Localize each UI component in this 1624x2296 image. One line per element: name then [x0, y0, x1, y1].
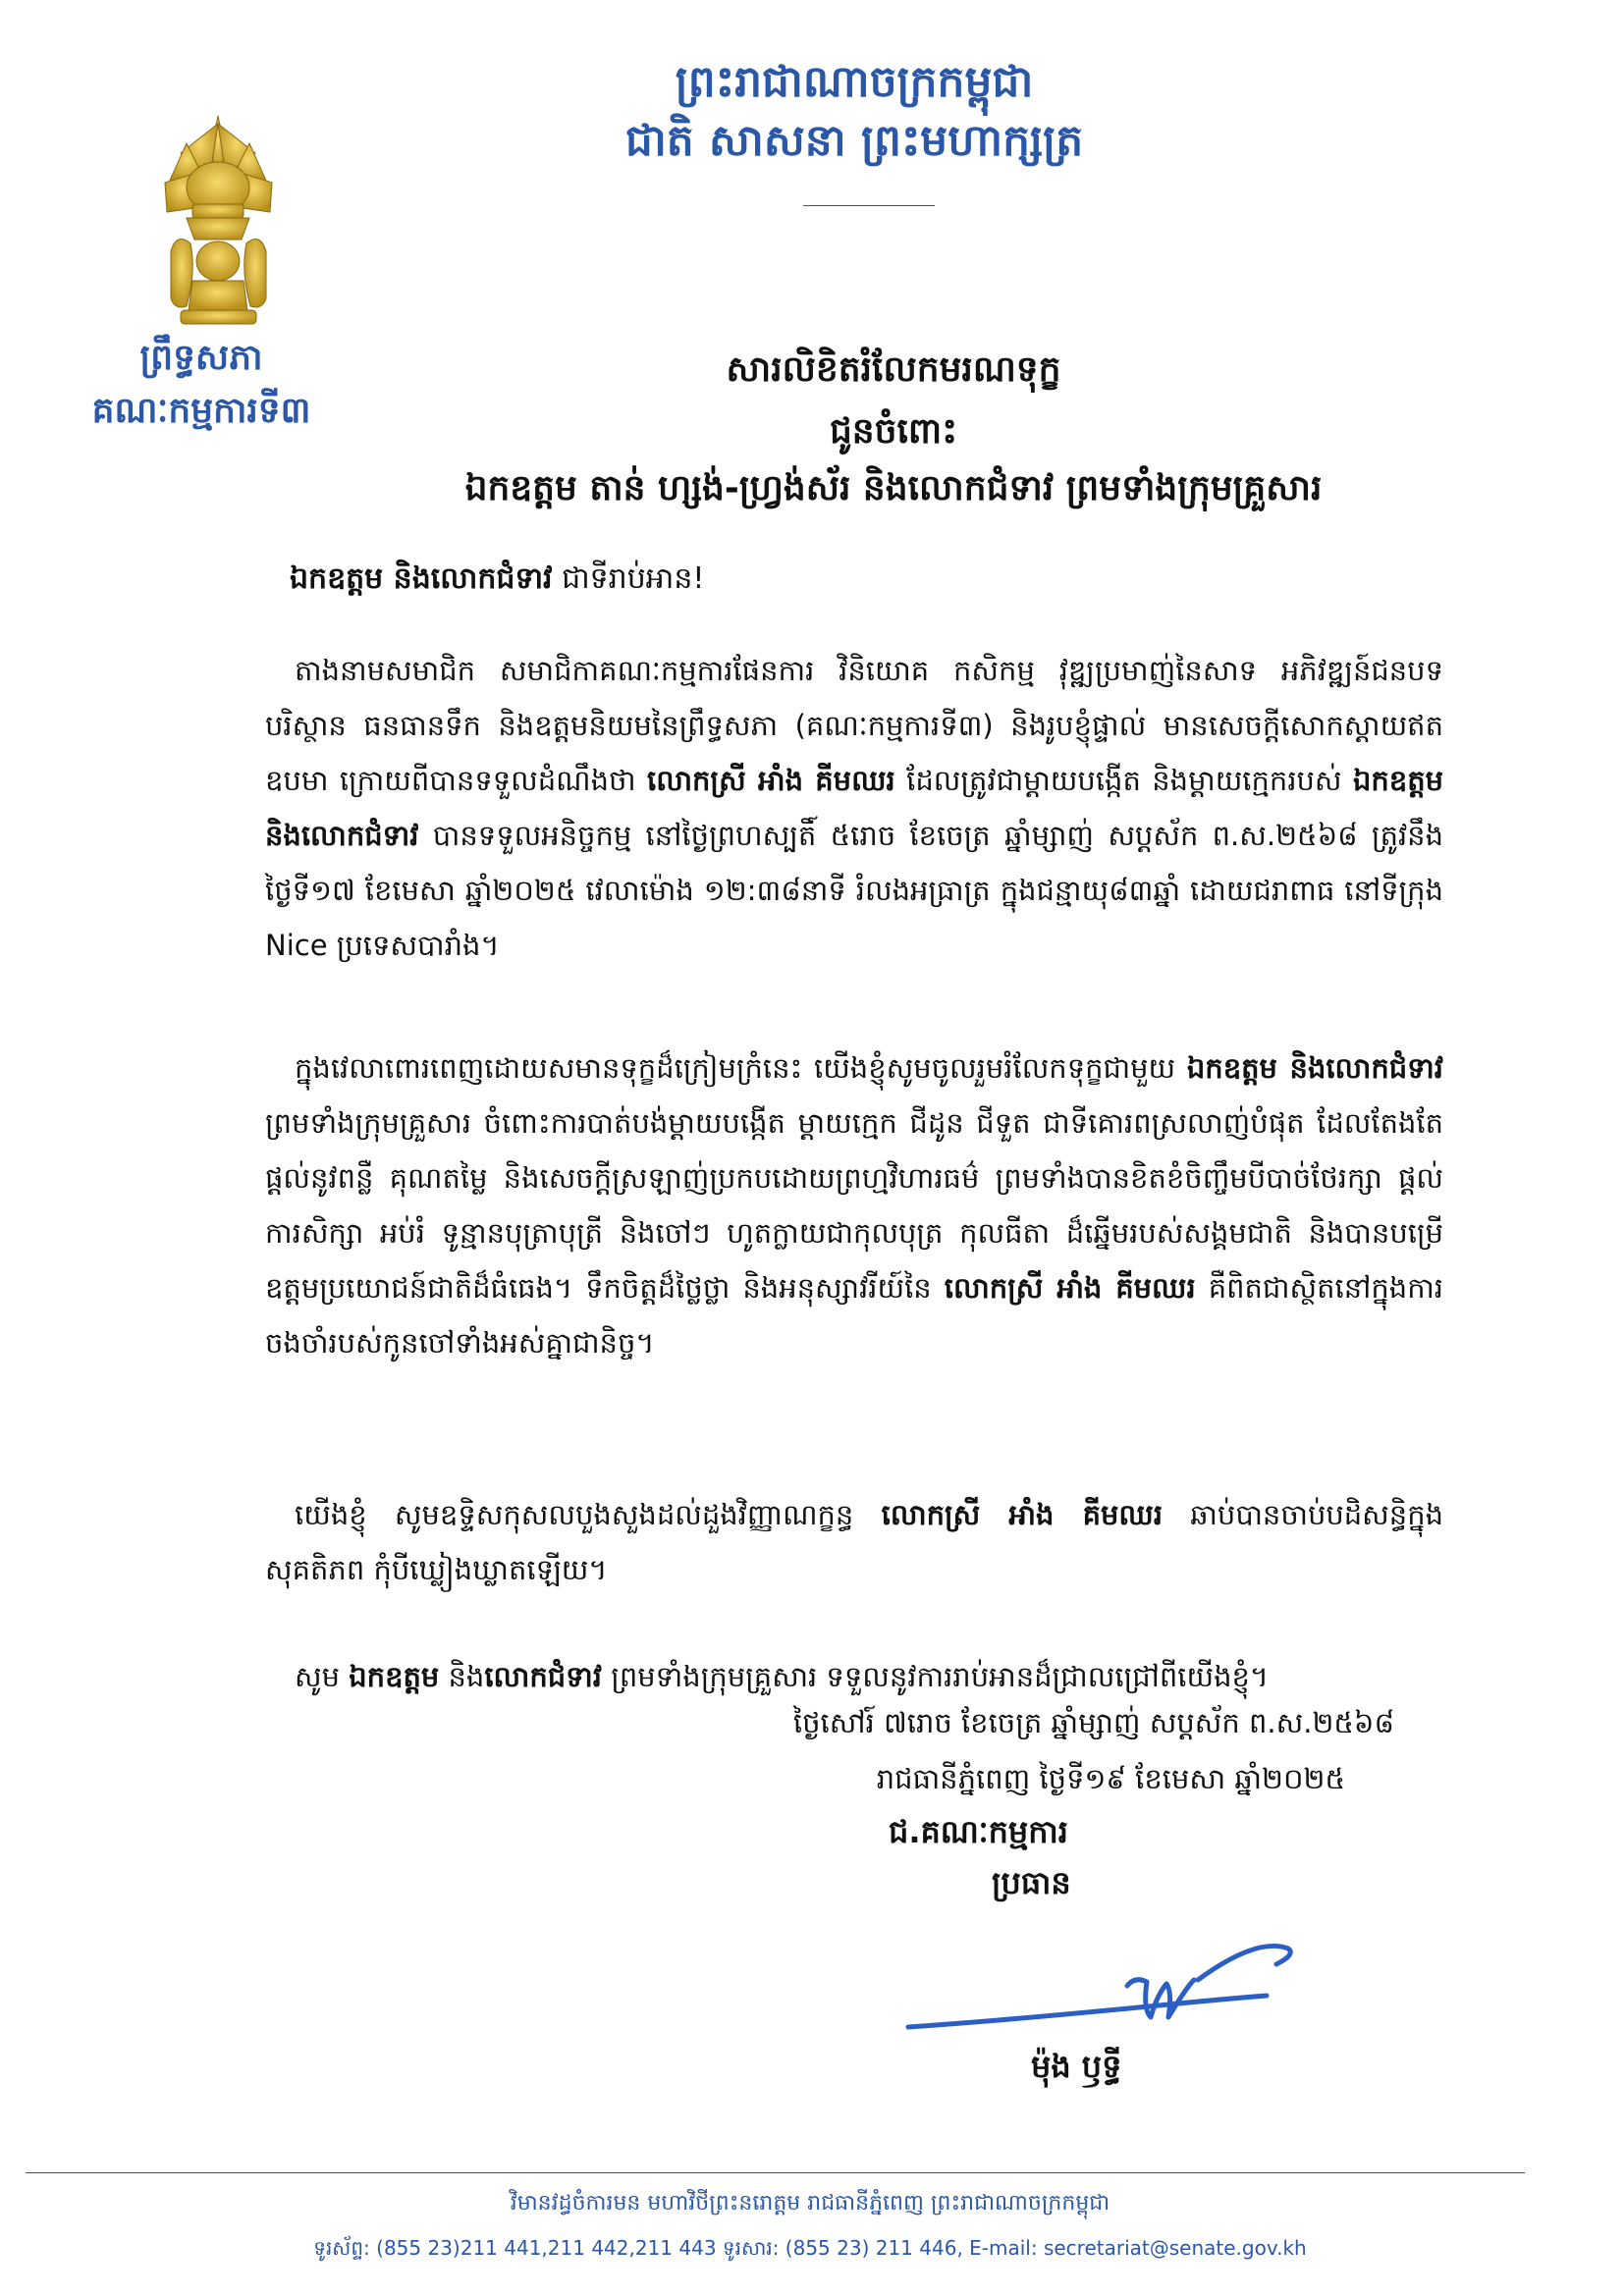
- p3-text-c: ឆាប់បានចាប់បដិសន្ធិក្នុងសុគតិភព កុំបីឃ្លៀងឃ្លាតឡើយ។: [265, 1498, 1444, 1586]
- p1-text-e: បានទទួលអនិច្ចកម្ម នៅថ្ងៃព្រហស្បតិ៍ ៥រោច ខែចេត្រ ឆ្នាំម្សាញ់ សប្តស័ក ព.ស.២៥៦៨ ត្រូវនឹងថ្ងៃទី១៧ ខែមេសា ឆ្នាំ២០២៥ វេលាម៉ោង ១២:៣៨នាទី រំលងអធ្រាត្រ ក្នុងជន្មាយុ៨៣ឆ្នាំ ដោយជរាពាធ នៅទីក្រុង Nice ប្រទេសបារាំង។: [265, 819, 1443, 962]
- p1-deceased-name: លោកស្រី អាំង គីមឈរ: [647, 764, 895, 797]
- p1-recipient-name: ឯកឧត្តម និងលោកជំទាវ: [265, 764, 1444, 852]
- document-recipient: ឯកឧត្តម តាន់ ហ្សង់-ហ្វ្រង់ស័រ និងលោកជំទាវ ព្រមទាំងក្រុមគ្រួសារ: [464, 468, 1323, 508]
- salutation: [290, 560, 1448, 598]
- p4-recipient-his: ឯកឧត្តម: [349, 1660, 440, 1693]
- paragraph-3: [265, 1487, 1443, 1597]
- p2-text-e: គឺពិតជាស្ថិតនៅក្នុងការចងចាំរបស់កូនចៅទាំងអស់គ្នាជានិច្ច។: [265, 1271, 1444, 1360]
- nation-motto: ជាតិ សាសនា ព្រះមហាក្សត្រ: [624, 116, 1084, 166]
- p4-text-a: សូម: [295, 1660, 350, 1693]
- paragraph-1: [265, 643, 1443, 973]
- date-solar: រាជធានីភ្នំពេញ ថ្ងៃទី១៩ ខែមេសា ឆ្នាំ២០២៥: [876, 1762, 1345, 1795]
- signer-name: ម៉ុង ឫទ្ធី: [1031, 2048, 1122, 2085]
- org-unit: គណៈកម្មការទី៣: [91, 391, 311, 431]
- p2-text-c: ព្រមទាំងក្រុមគ្រួសារ ចំពោះការបាត់បង់ម្តាយបង្កើត ម្តាយក្មេក ជីដូន ជីទួត ជាទីគោរពស្រលាញ់បំផុត ដែលតែងតែផ្តល់នូវពន្លឺ គុណតម្លៃ និងសេចក្តីស្រឡាញ់ប្រកបដោយព្រហ្មវិហារធម៌ ព្រមទាំងបានខិតខំចិញ្ចឹមបីបាច់ថែរក្សា ផ្តល់ការសិក្សា អប់រំ ទូន្មានបុត្រាបុត្រី និងចៅៗ ហូតក្លាយជាកុលបុត្រ កុលធីតា ដ៏ឆ្នើមរបស់សង្គមជាតិ និងបានបម្រើឧត្តមប្រយោជន៍ជាតិដ៏ធំធេង។ ទឹកចិត្តដ៏ថ្លៃថ្លា និងអនុស្សាវរីយ៍នៃ: [265, 1106, 1443, 1305]
- document-title: សារលិខិតរំលែកមរណទុក្ខ: [726, 349, 1061, 390]
- p3-deceased-name: លោកស្រី អាំង គីមឈរ: [881, 1498, 1164, 1531]
- document-addressed-to: ជូនចំពោះ: [829, 411, 958, 452]
- org-name: ព្រឹទ្ធសភា: [139, 338, 263, 378]
- footer-address: វិមានវដ្ធចំការមន មហាវិថីព្រះនរោត្តម រាជធានីភ្នំពេញ ព្រះរាជាណាចក្រកម្ពុជា: [510, 2191, 1110, 2216]
- p4-text-e: ព្រមទាំងក្រុមគ្រួសារ ទទួលនូវការរាប់អានដ៏ជ្រាលជ្រៅពីយើងខ្ញុំ។: [602, 1660, 1270, 1693]
- signer-title: ប្រធាន: [992, 1864, 1071, 1901]
- p3-text-a: យើងខ្ញុំ សូមឧទ្ទិសកុសលបួងសួងដល់ដួងវិញ្ញាណក្ខន្ធ: [295, 1498, 882, 1531]
- p1-text-c: ដែលត្រូវជាម្តាយបង្កើត និងម្តាយក្មេករបស់: [894, 764, 1353, 797]
- salutation-text: ជាទីរាប់អាន!: [552, 561, 705, 596]
- footer-contact: ទូរស័ព្ទ: (855 23)211 441,211 442,211 443 ទូរសារ: (855 23) 211 446, E-mail: secretariat@senate.gov.kh: [313, 2236, 1307, 2260]
- p1-text-a: តាងនាមសមាជិក សមាជិកាគណៈកម្មការផែនការ វិនិយោគ កសិកម្ម វុឌ្ឍប្រមាញ់នៃសាទ អភិវឌ្ឍន៍ជនបទ បរិស្ថាន ធនធានទឹក និងឧត្តមនិយមនៃព្រឹទ្ធសភា (គណៈកម្មការទី៣) និងរូបខ្ញុំផ្ទាល់ មានសេចក្តីសោកស្តាយឥតឧបមា ក្រោយពីបានទទួលដំណឹងថា: [265, 654, 1443, 797]
- paragraph-2: [265, 1041, 1443, 1370]
- signer-organization: ជ.គណៈកម្មការ: [889, 1813, 1068, 1850]
- salutation-name: ឯកឧត្តម និងលោកជំទាវ: [290, 561, 553, 596]
- paragraph-4: [265, 1649, 1443, 1704]
- motto-divider: [803, 205, 935, 206]
- p4-text-c: និង: [439, 1660, 485, 1693]
- p2-recipient-name: ឯកឧត្តម និងលោកជំទាវ: [1186, 1051, 1444, 1085]
- footer-divider: [26, 2172, 1525, 2173]
- signature-icon: [903, 1890, 1306, 2056]
- p2-deceased-name: លោកស្រី អាំង គីមឈរ: [944, 1271, 1196, 1305]
- p4-recipient-her: លោកជំទាវ: [484, 1660, 602, 1693]
- date-lunar: ថ្ងៃសៅរ៍ ៧រោច ខែចេត្រ ឆ្នាំម្សាញ់ សប្តស័ក ព.ស.២៥៦៨: [792, 1706, 1394, 1739]
- kingdom-title: ព្រះរាជាណាចក្រកម្ពុជា: [675, 57, 1034, 107]
- p2-text-a: ក្នុងវេលាពោរពេញដោយសមានទុក្ខដ៏ក្រៀមក្រំនេះ យើងខ្ញុំសូមចូលរួមរំលែកទុក្ខជាមួយ: [295, 1051, 1187, 1085]
- senate-emblem-icon: [157, 114, 280, 332]
